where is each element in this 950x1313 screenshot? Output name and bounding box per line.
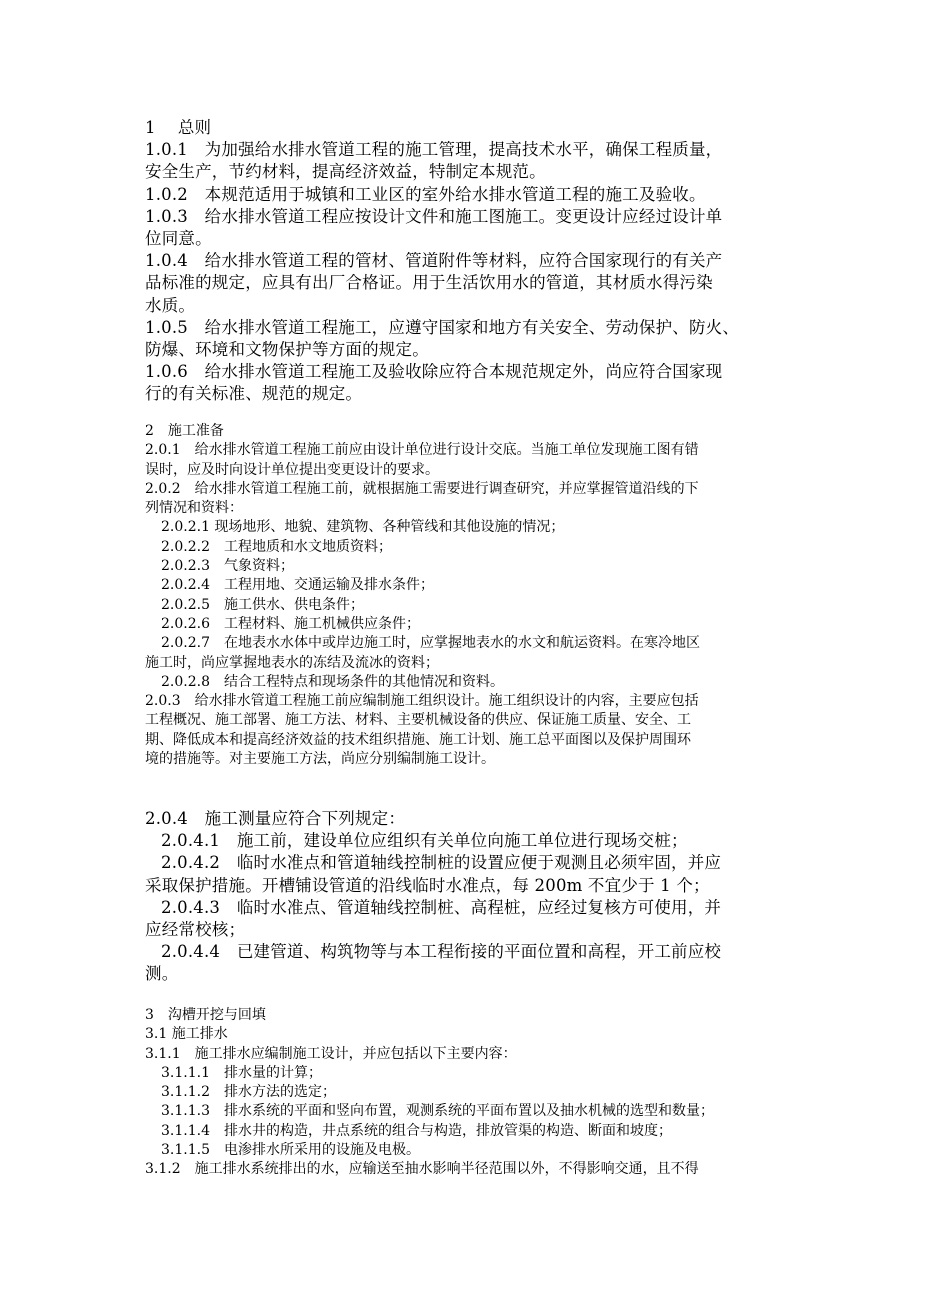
text-line: 列情况和资料： (145, 500, 243, 517)
text-line: 2.0.4.3 临时水准点、管道轴线控制桩、高程桩，应经过复核方可使用，并 (161, 897, 722, 917)
text-line: 2.0.4.2 临时水准点和管道轴线控制桩的设置应便于观测且必须牢固，并应 (161, 853, 722, 873)
text-line: 施工时，尚应掌握地表水的冻结及流冰的资料； (145, 654, 439, 671)
text-line: 1.0.3 给水排水管道工程应按设计文件和施工图施工。变更设计应经过设计单 (145, 206, 723, 226)
text-line: 水质。 (145, 295, 196, 315)
text-line: 2.0.4.4 已建管道、构筑物等与本工程衔接的平面位置和高程，开工前应校 (161, 942, 722, 962)
section-general (145, 117, 825, 405)
text-line: 2.0.2.5 施工供水、供电条件； (161, 596, 364, 613)
text-line: 1.0.6 给水排水管道工程施工及验收除应符合本规范规定外，尚应符合国家现 (145, 362, 723, 382)
text-line: 1 总则 (145, 118, 212, 137)
text-line: 工程概况、施工部署、施工方法、材料、主要机械设备的供应、保证施工质量、安全、工 (145, 712, 691, 729)
section-trench-excavation (145, 1006, 825, 1180)
text-line: 3 沟槽开挖与回填 (145, 1007, 266, 1023)
text-line: 1.0.5 给水排水管道工程施工，应遵守国家和地方有关安全、劳动保护、防火、 (145, 317, 740, 337)
text-line: 2.0.2.2 工程地质和水文地质资料； (161, 538, 392, 555)
text-line: 3.1.2 施工排水系统排出的水，应输送至抽水影响半径范围以外，不得影响交通，且不得 (145, 1161, 699, 1178)
text-line: 3.1.1.4 排水井的构造，井点系统的组合与构造，排放管渠的构造、断面和坡度； (161, 1122, 672, 1139)
text-line: 2.0.1 给水排水管道工程施工前应由设计单位进行设计交底。当施工单位发现施工图有错 (145, 442, 699, 459)
text-line: 境的措施等。对主要施工方法，尚应分别编制施工设计。 (145, 751, 495, 768)
text-line: 测。 (145, 964, 179, 984)
text-line: 1.0.1 为加强给水排水管道工程的施工管理，提高技术水平，确保工程质量， (145, 140, 723, 160)
text-line: 行的有关标准、规范的规定。 (145, 384, 363, 404)
text-line: 安全生产，节约材料，提高经济效益，特制定本规范。 (145, 162, 546, 182)
text-line: 应经常校核； (145, 919, 246, 939)
text-line: 2.0.2 给水排水管道工程施工前，就根据施工需要进行调查研究，并应掌握管道沿线的下 (145, 480, 699, 497)
text-line: 2.0.2.7 在地表水水体中或岸边施工时，应掌握地表水的水文和航运资料。在寒冷地区 (161, 635, 700, 652)
text-line: 3.1.1.2 排水方法的选定； (161, 1084, 336, 1101)
text-line: 2.0.2.6 工程材料、施工机械供应条件； (161, 615, 420, 632)
text-line: 3.1.1 施工排水应编制施工设计，并应包括以下主要内容： (145, 1045, 517, 1062)
text-line: 品标准的规定，应具有出厂合格证。用于生活饮用水的管道，其材质水得污染 (145, 273, 713, 293)
text-line: 1.0.4 给水排水管道工程的管材、管道附件等材料，应符合国家现行的有关产 (145, 251, 723, 271)
text-line: 2.0.2.3 气象资料； (161, 558, 294, 575)
text-line: 2.0.2.4 工程用地、交通运输及排水条件； (161, 577, 434, 594)
text-line: 误时，应及时向设计单位提出变更设计的要求。 (145, 461, 439, 478)
text-line: 2.0.4 施工测量应符合下列规定： (145, 809, 406, 828)
text-line: 2.0.4.1 施工前，建设单位应组织有关单位向施工单位进行现场交桩； (161, 831, 688, 851)
text-line: 3.1.1.5 电渗排水所采用的设施及电极。 (161, 1142, 420, 1159)
text-line: 3.1 施工排水 (145, 1026, 228, 1043)
text-line: 位同意。 (145, 228, 212, 248)
text-line: 2.0.2.1 现场地形、地貌、建筑物、各种管线和其他设施的情况； (161, 519, 565, 536)
text-line: 2.0.2.8 结合工程特点和现场条件的其他情况和资料。 (161, 673, 504, 690)
text-line: 期、降低成本和提高经济效益的技术组织措施、施工计划、施工总平面图以及保护周围环 (145, 731, 691, 748)
section-construction-preparation (145, 422, 825, 769)
text-line: 采取保护措施。开槽铺设管道的沿线临时水准点，每 200m 不宜少于 1 个； (145, 875, 710, 895)
text-line: 3.1.1.3 排水系统的平面和竖向布置，观测系统的平面布置以及抽水机械的选型和数量； (161, 1103, 714, 1120)
text-line: 1.0.2 本规范适用于城镇和工业区的室外给水排水管道工程的施工及验收。 (145, 184, 706, 204)
text-line: 2.0.3 给水排水管道工程施工前应编制施工组织设计。施工组织设计的内容，主要应包括 (145, 693, 699, 710)
section-construction-survey (145, 808, 825, 986)
text-line: 2 施工准备 (145, 423, 224, 439)
text-line: 防爆、环境和文物保护等方面的规定。 (145, 339, 429, 359)
text-line: 3.1.1.1 排水量的计算； (161, 1064, 322, 1081)
